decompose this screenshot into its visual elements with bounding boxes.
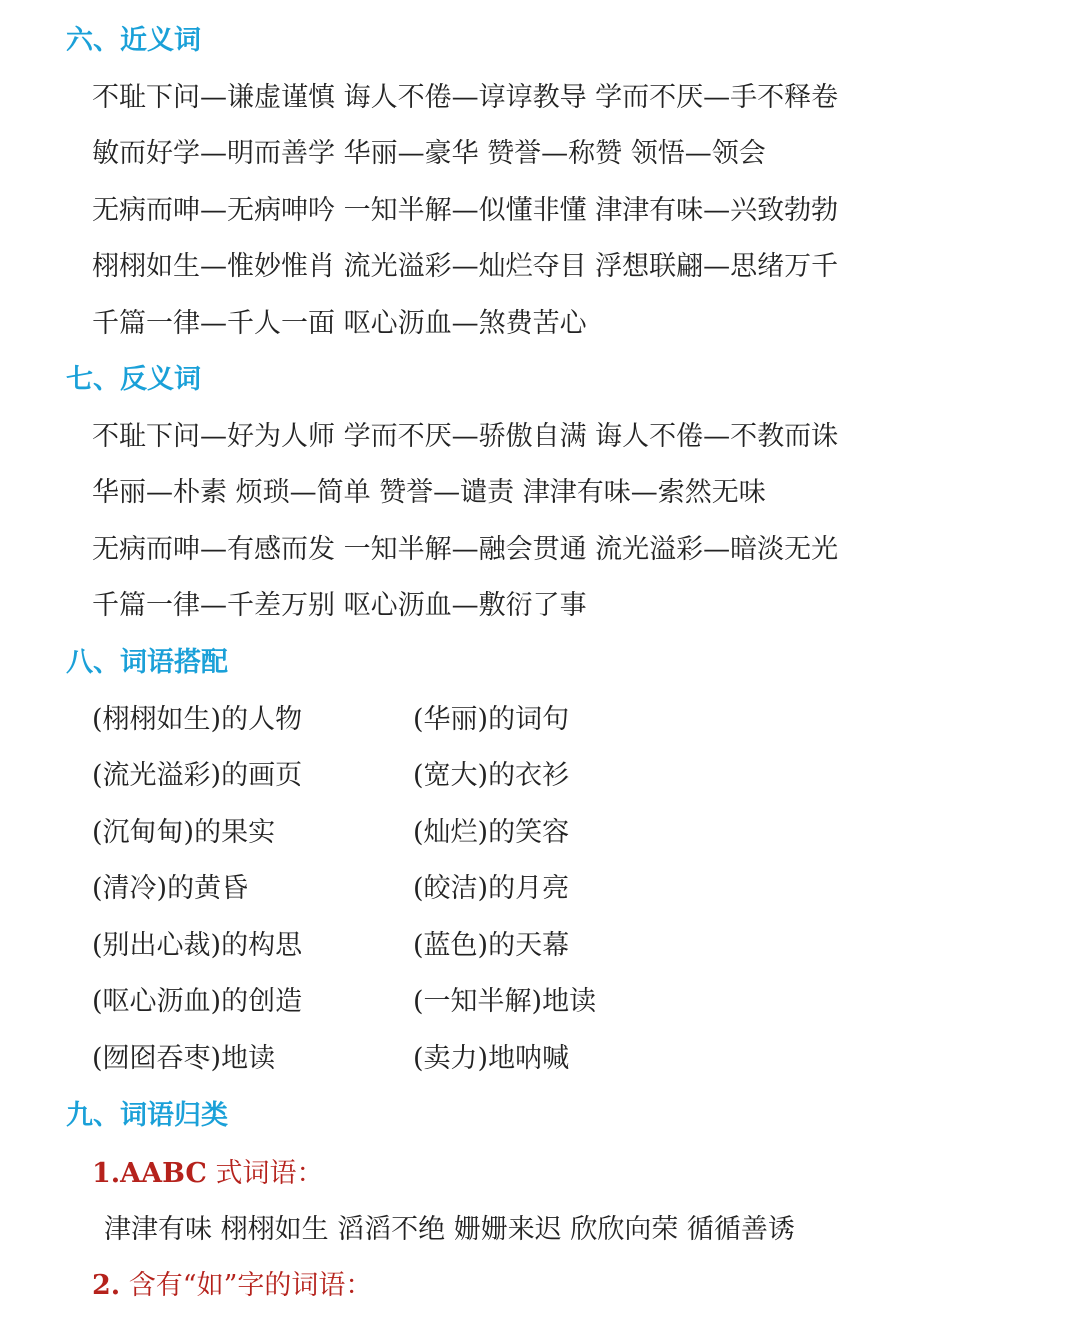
collocation-right: (蓝色)的天幕	[413, 930, 570, 961]
collocation-right: (一知半解)地读	[413, 986, 597, 1017]
heading-antonyms: 七、反义词	[66, 364, 201, 395]
antonym-line: 无病而呻—有感而发 一知半解—融会贯通 流光溢彩—暗淡无光	[92, 534, 839, 565]
collocation-right: (华丽)的词句	[413, 704, 570, 735]
collocation-left: (流光溢彩)的画页	[92, 760, 303, 791]
synonym-line: 敏而好学—明而善学 华丽—豪华 赞誉—称赞 领悟—领会	[92, 138, 766, 169]
antonym-line: 不耻下问—好为人师 学而不厌—骄傲自满 诲人不倦—不教而诛	[92, 421, 839, 452]
collocation-left: (栩栩如生)的人物	[92, 704, 303, 735]
collocation-left: (别出心裁)的构思	[92, 930, 303, 961]
synonym-line: 不耻下问—谦虚谨慎 诲人不倦—谆谆教导 学而不厌—手不释卷	[92, 82, 839, 113]
subheading-ru	[92, 1269, 372, 1303]
classification-line: 津津有味 栩栩如生 滔滔不绝 姗姗来迟 欣欣向荣 循循善诱	[104, 1214, 795, 1245]
synonym-line: 栩栩如生—惟妙惟肖 流光溢彩—灿烂夺目 浮想联翩—思绪万千	[92, 251, 839, 282]
collocation-right: (宽大)的衣衫	[413, 760, 570, 791]
subheading-label: 含有“如”字的词语：	[120, 1270, 373, 1301]
antonym-line: 千篇一律—千差万别 呕心沥血—敷衍了事	[92, 590, 587, 621]
antonym-line: 华丽—朴素 烦琐—简单 赞誉—谴责 津津有味—索然无味	[92, 477, 766, 508]
synonym-line: 千篇一律—千人一面 呕心沥血—煞费苦心	[92, 308, 587, 339]
collocation-left: (呕心沥血)的创造	[92, 986, 303, 1017]
subheading-aabc	[92, 1157, 324, 1191]
collocation-left: (囫囵吞枣)地读	[92, 1043, 276, 1074]
collocation-right: (皎洁)的月亮	[413, 873, 570, 904]
collocation-left: (沉甸甸)的果实	[92, 817, 276, 848]
collocation-right: (灿烂)的笑容	[413, 817, 570, 848]
heading-collocations: 八、词语搭配	[66, 647, 228, 678]
subheading-label: 式词语：	[206, 1158, 324, 1189]
synonym-line: 无病而呻—无病呻吟 一知半解—似懂非懂 津津有味—兴致勃勃	[92, 195, 839, 226]
heading-synonyms: 六、近义词	[66, 25, 201, 56]
subheading-number: 1.AABC	[92, 1158, 207, 1189]
heading-classification: 九、词语归类	[66, 1100, 228, 1131]
collocation-right: (卖力)地呐喊	[413, 1043, 570, 1074]
subheading-number: 2.	[92, 1270, 121, 1301]
collocation-left: (清冷)的黄昏	[92, 873, 249, 904]
